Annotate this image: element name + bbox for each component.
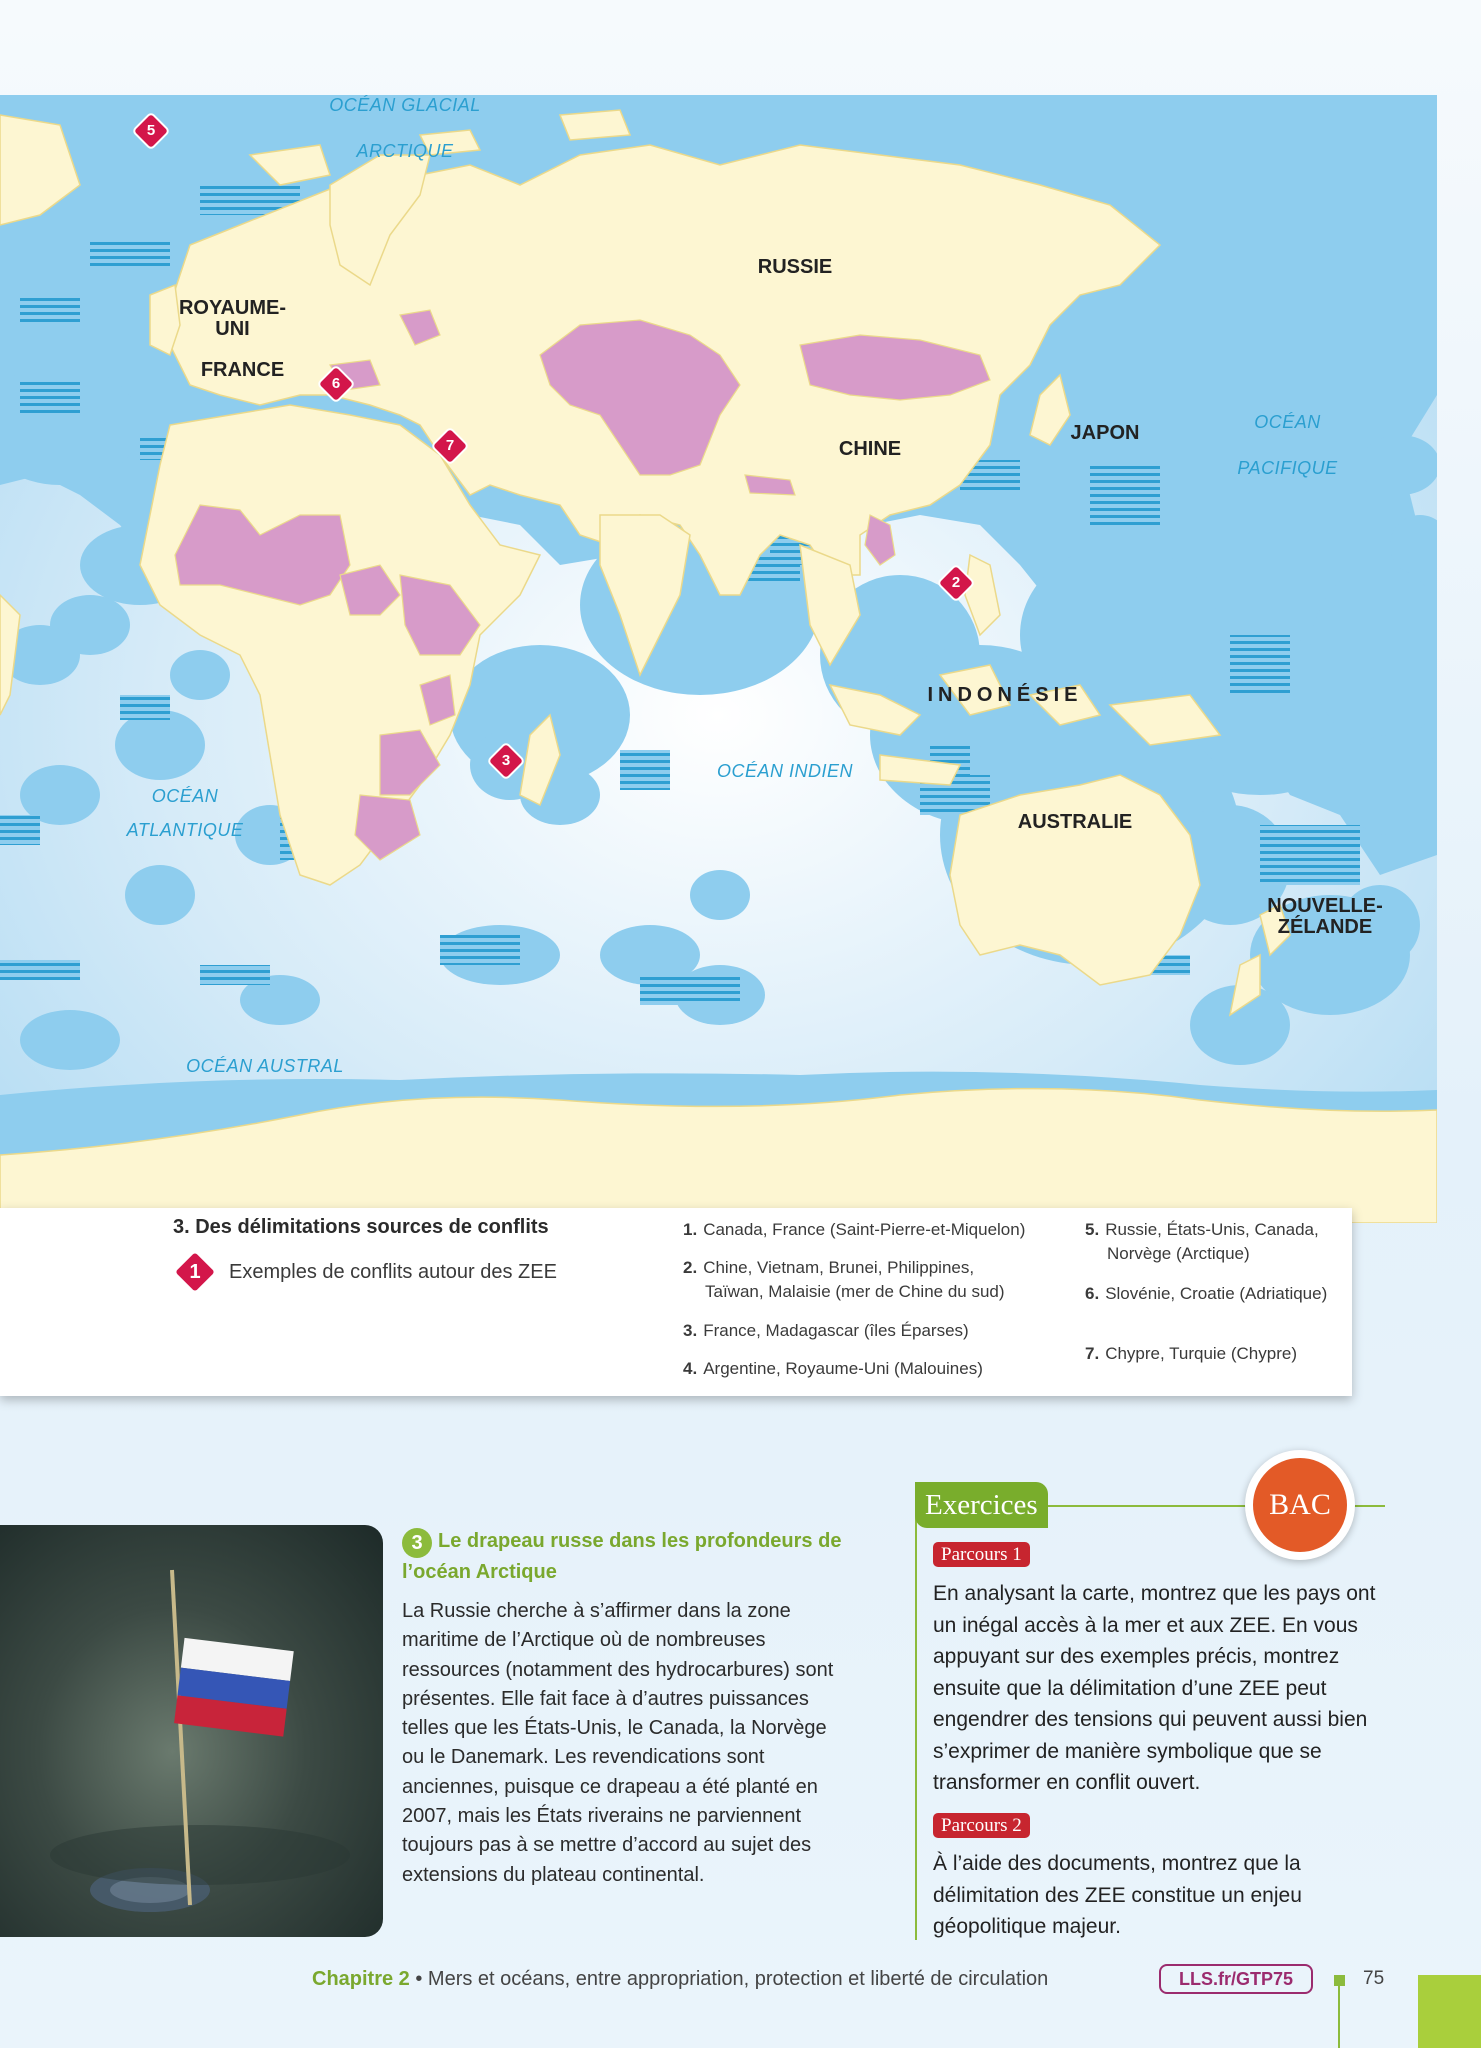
document-number-badge: 3: [402, 1528, 432, 1558]
label-indonesie: INDONÉSIE: [927, 684, 1083, 706]
legend-marker-icon: 1: [173, 1250, 217, 1294]
map-marker-7: 7: [432, 428, 468, 464]
conflict-item-7: 7. Chypre, Turquie (Chypre): [1085, 1344, 1297, 1363]
exercices-title: Exercices: [915, 1482, 1048, 1528]
footer-vertical-rule: [1338, 1986, 1340, 2048]
parcours-2-text: À l’aide des documents, montrez que la délimitation des ZEE constitue un enjeu géopolitique majeur.: [933, 1852, 1302, 1938]
map-marker-6: 6: [318, 366, 354, 402]
parcours-2-label: Parcours 2: [933, 1813, 1030, 1838]
map-marker-2: 2: [938, 565, 974, 601]
footer-chapter-title: • Mers et océans, entre appropriation, protection et liberté de circulation: [409, 1968, 1049, 1990]
world-map: [0, 95, 1437, 1223]
corner-tab: [1418, 1975, 1481, 2048]
label-australie: AUSTRALIE: [1017, 811, 1133, 833]
conflict-item-1: 1. Canada, France (Saint-Pierre-et-Miquelon): [683, 1220, 1026, 1239]
label-ocean-glacial-arctique: OCÉAN GLACIAL ARCTIQUE: [329, 95, 481, 161]
map-marker-5: 5: [133, 113, 169, 149]
label-royaume-uni: ROYAUME- UNI: [178, 297, 287, 340]
bac-badge: [1245, 1450, 1355, 1560]
document-title: Le drapeau russe dans les profondeurs de l’océan Arctique: [402, 1530, 842, 1583]
photo-illustration: [0, 1525, 383, 1937]
legend-title: 3. Des délimitations sources de conflits: [173, 1216, 549, 1238]
footer-link[interactable]: LLS.fr/GTP75: [1159, 1964, 1313, 1994]
label-ocean-indien: OCÉAN INDIEN: [716, 761, 854, 781]
conflict-item-4: 4. Argentine, Royaume-Uni (Malouines): [683, 1359, 983, 1378]
label-ocean-pacifique: OCÉAN PACIFIQUE: [1237, 412, 1338, 478]
legend-key-text: Exemples de conflits autour des ZEE: [229, 1260, 557, 1283]
label-japon: JAPON: [1070, 422, 1140, 444]
exercices-vertical-rule: [915, 1505, 917, 1940]
legend-key: [173, 1250, 557, 1294]
document-heading: [402, 1527, 872, 1587]
footer-square: [1334, 1975, 1345, 1986]
label-russie: RUSSIE: [757, 256, 833, 278]
parcours-1-label: Parcours 1: [933, 1542, 1030, 1567]
label-france: FRANCE: [200, 359, 285, 381]
parcours-1-text: En analysant la carte, montrez que les pays ont un inégal accès à la mer et aux ZEE. En vous appuyant sur des exemples précis, montrez ensuite que la délimitation d’une ZEE peut engendrer des tensions qui peuvent aussi bien s’exprimer de manière symbolique que se transformer en conflit ouvert.: [933, 1582, 1376, 1794]
label-ocean-austral: OCÉAN AUSTRAL: [186, 1056, 344, 1076]
label-ocean-atlantique: OCÉAN ATLANTIQUE: [126, 786, 244, 840]
map-legend: [0, 1208, 1352, 1396]
footer-chapter: [312, 1968, 1048, 1991]
conflict-item-3: 3. France, Madagascar (îles Éparses): [683, 1321, 969, 1340]
label-nouvelle-zelande: NOUVELLE- ZÉLANDE: [1267, 895, 1383, 938]
conflict-item-5: 5. Russie, États-Unis, Canada, Norvège (Arctique): [1085, 1220, 1319, 1263]
label-chine: CHINE: [838, 438, 902, 460]
russian-flag-photo: [0, 1525, 383, 1937]
page-number: 75: [1363, 1968, 1385, 1989]
bac-badge-label: BAC: [1253, 1458, 1347, 1552]
map-marker-3: 3: [488, 743, 524, 779]
footer-chapter-number: Chapitre 2: [312, 1968, 410, 1990]
document-text: La Russie cherche à s’affirmer dans la zone maritime de l’Arctique où de nombreuses ressources (notamment des hydrocarbures) sont présentes. Elle fait face à d’autres puissances telles que les États-Unis, le Canada, la Norvège ou le Danemark. Les revendications sont anciennes, puisque ce drapeau a été planté en 2007, mais les États riverains ne parviennent toujours pas à se mettre d’accord au sujet des extensions du plateau continental.: [402, 1600, 834, 1886]
conflict-item-6: 6. Slovénie, Croatie (Adriatique): [1085, 1284, 1328, 1303]
conflict-item-2: 2. Chine, Vietnam, Brunei, Philippines, Taïwan, Malaisie (mer de Chine du sud): [683, 1258, 1005, 1301]
